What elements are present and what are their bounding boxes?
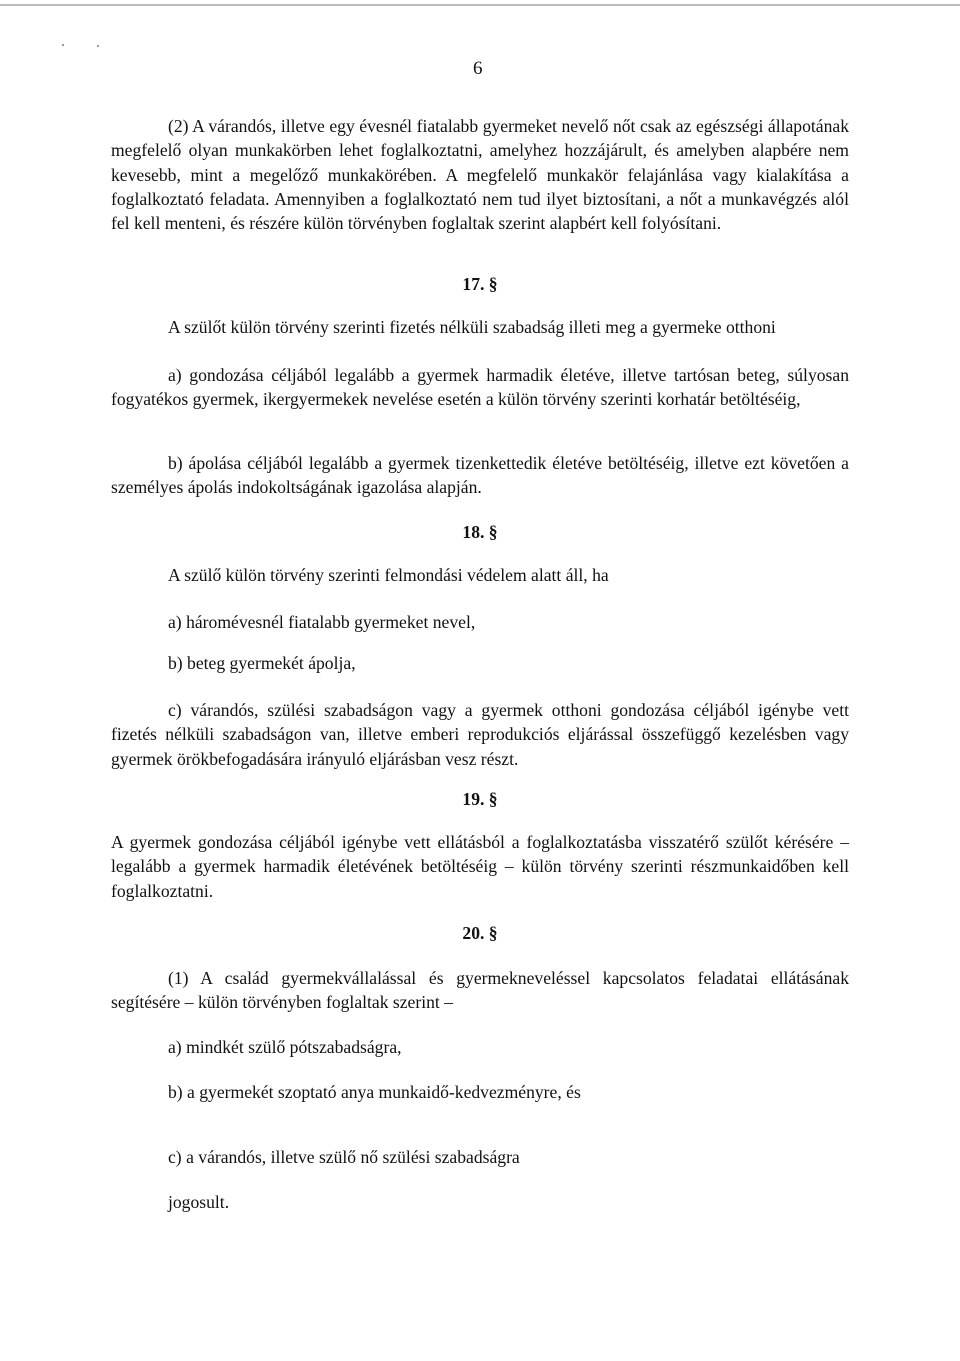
section-20-point-c: c) a várandós, illetve szülő nő szülési szabadságra (168, 1147, 520, 1167)
section-18-point-c: c) várandós, szülési szabadságon vagy a gyermek otthoni gondozása céljából igénybe vett fizetés nélküli szabadságon van, illetve emberi reprodukciós eljárással összefüggő kezelésben vagy gyermek örökbefogadására irányuló eljárásban vesz részt. (111, 700, 849, 769)
section-20-paragraph-1: (1) A család gyermekvállalással és gyermekneveléssel kapcsolatos feladatai ellátásának segítésére – külön törvényben foglaltak szerint – (111, 968, 849, 1013)
section-17-point-b: b) ápolása céljából legalább a gyermek tizenkettedik életéve betöltéséig, illetve ezt követően a személyes ápolás indokoltságának igazolása alapján. (111, 453, 849, 498)
section-17-intro: A szülőt külön törvény szerinti fizetés nélküli szabadság illeti meg a gyermeke otthoni (168, 317, 776, 337)
section-18-point-b: b) beteg gyermekét ápolja, (168, 653, 356, 673)
scan-speck (97, 45, 99, 47)
section-20-heading: 20. § (462, 923, 498, 943)
section-19-heading: 19. § (462, 789, 498, 809)
section-17-point-a: a) gondozása céljából legalább a gyermek harmadik életéve, illetve tartósan beteg, súlyosan fogyatékos gyermek, ikergyermekek nevelése esetén a külön törvény szerinti korhatár betöltéséig, (111, 365, 849, 410)
section-20-point-b: b) a gyermekét szoptató anya munkaidő-kedvezményre, és (168, 1082, 581, 1102)
section-18-heading: 18. § (462, 522, 498, 542)
section-19-text: A gyermek gondozása céljából igénybe vett ellátásból a foglalkoztatásba visszatérő szülőt kérésére – legalább a gyermek harmadik életévének betöltéséig – külön törvény szerinti részmunkaidőben kell foglalkoztatni. (111, 832, 849, 901)
section-18-point-a: a) háromévesnél fiatalabb gyermeket nevel, (168, 612, 476, 632)
section-20-point-a: a) mindkét szülő pótszabadságra, (168, 1037, 402, 1057)
section-20-closing: jogosult. (168, 1192, 230, 1212)
page-number: 6 (473, 58, 483, 79)
paragraph-2: (2) A várandós, illetve egy évesnél fiatalabb gyermeket nevelő nőt csak az egészségi állapotának megfelelő olyan munkakörben lehet foglalkoztatni, amelyhez hozzájárult, és amelyben alapbére nem kevesebb, mint a megelőző munkakörében. A megfelelő munkakör felajánlása vagy kialakítása a foglalkoztató feladata. Amennyiben a foglalkoztató nem tud ilyet biztosítani, a nőt a munkavégzés alól fel kell menteni, és részére külön törvényben foglaltak szerint alapbért kell folyósítani. (111, 116, 849, 234)
section-18-intro: A szülő külön törvény szerinti felmondási védelem alatt áll, ha (168, 565, 609, 585)
section-17-heading: 17. § (462, 274, 498, 294)
scan-speck (62, 44, 64, 46)
scan-top-border (0, 4, 960, 6)
